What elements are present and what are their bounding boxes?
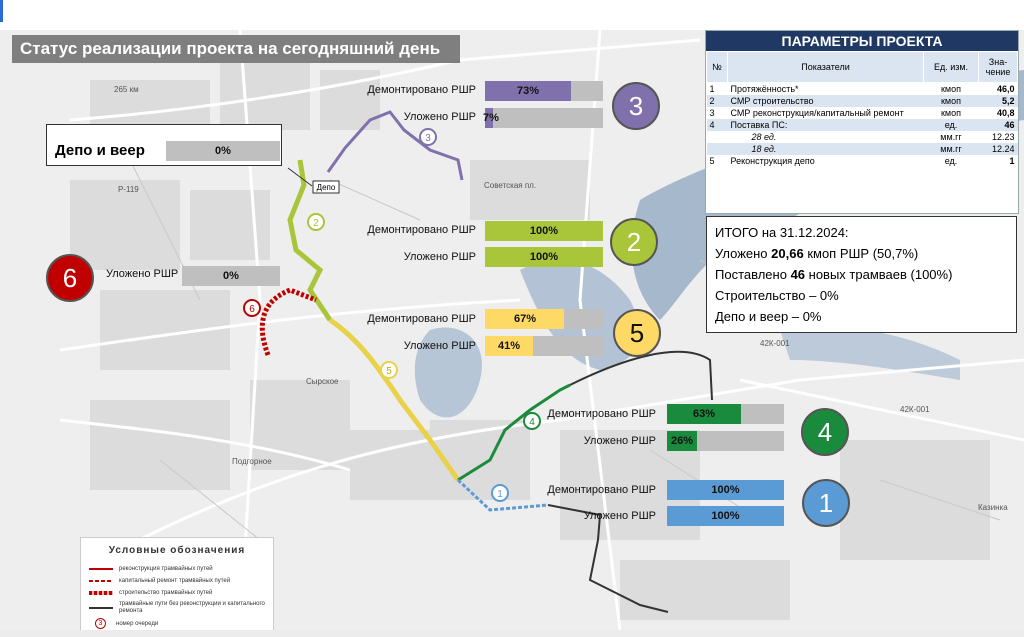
legend-item [89,566,213,572]
stage6-laid-bar [182,266,280,286]
page-title: Статус реализации проекта на сегодняшний день [12,35,460,63]
summary-line1: ИТОГО на 31.12.2024: [715,225,849,240]
cell: 18 ед. [728,143,924,155]
cell: ед. [924,119,979,131]
summary-line2-post: кмоп РШР (50,7%) [803,246,919,261]
params-title: ПАРАМЕТРЫ ПРОЕКТА [706,31,1018,51]
cell: 5 [709,156,715,166]
stage5-laid-label: Уложено РШР [403,340,476,352]
summary-line3 [715,264,1008,285]
bottom-strip [0,630,1024,637]
stage6-laid-label: Уложено РШР [106,268,179,280]
stage5-dismantled-label: Демонтировано РШР [367,313,476,325]
stage3-laid-value: 7% [483,112,499,124]
road-label-1: 265 км [114,85,139,94]
stage3-dismantled-value: 73% [516,85,540,97]
cell: СМР реконструкция/капитальный ремонт [730,108,904,118]
stage4-laid-value: 26% [670,435,694,447]
params-header-indicator: Показатели [728,52,924,83]
legend-text: номер очереди [116,620,159,627]
cell: 1 [1009,156,1015,166]
legend-number-marker: 3 [95,618,106,629]
stage1-laid-bar [667,506,784,526]
stage3-circle: 3 [612,82,660,130]
stage4-circle: 4 [801,408,849,456]
cell: 12.23 [991,132,1015,142]
cell: 3 [709,108,715,118]
cell: 1 [709,84,715,94]
depot-status-box [46,124,282,166]
legend-title: Условные обозначения [108,545,246,556]
cell: Поставка ПС: [728,119,924,131]
stage2-dismantled-label: Демонтировано РШР [367,224,476,236]
legend-text: строительство трамвайных путей [119,590,213,596]
stage1-dismantled-value: 100% [711,484,740,496]
legend-swatch [89,580,113,582]
params-table [706,51,1018,167]
depot-progress-value: 0% [215,145,231,157]
map-legend [80,537,274,630]
legend-item [89,618,158,629]
project-params-panel [705,30,1019,214]
cell: мм.гг [924,143,979,155]
place-podgornoe: Подгорное [232,457,272,466]
stage3-laid-bar [485,108,603,128]
legend-text: капитальный ремонт трамвайных путей [119,578,231,584]
table-row [707,119,1018,131]
cell: 4 [707,119,728,131]
legend-item [89,590,212,596]
stage3-dismantled-label: Демонтировано РШР [367,84,476,96]
stage5-dismantled-value: 67% [513,313,537,325]
summary-line3-post: новых трамваев (100%) [805,267,953,282]
summary-line2-pre: Уложено [715,246,772,261]
svg-text:2: 2 [313,218,319,229]
road-label-3: 42К-001 [760,339,790,348]
depot-label: Депо и веер [55,142,145,159]
cell: 2 [707,95,728,107]
params-header-value: Зна-чение [979,52,1018,83]
street-label: Советская пл. [484,181,537,190]
stage4-dismantled-bar [667,404,784,424]
cell: мм.гг [940,132,962,142]
stage4-laid-label: Уложено РШР [583,435,656,447]
stage2-laid-value: 100% [529,251,559,263]
svg-text:6: 6 [249,304,255,315]
cell: 46,0 [996,84,1015,94]
stage1-circle: 1 [802,479,850,527]
cell [707,131,728,143]
cell: 46 [979,119,1018,131]
summary-line5: Депо и веер – 0% [715,309,822,324]
params-header-num: № [707,52,728,83]
svg-text:1: 1 [497,489,503,500]
stage2-dismantled-bar [485,221,603,241]
cell: 12.24 [979,143,1018,155]
stage1-dismantled-bar [667,480,784,500]
table-row [707,95,1018,107]
legend-text: трамвайные пути без реконструкции и капитального ремонта [119,601,265,614]
legend-swatch [89,568,113,570]
summary-line2-value: 20,66 [771,246,804,261]
legend-swatch [89,591,113,595]
table-row [707,131,1018,143]
table-row [707,83,1018,96]
stage2-dismantled-value: 100% [529,225,559,237]
table-row [707,143,1018,155]
road-label-2: Р-119 [118,185,139,194]
summary-box [706,216,1017,333]
stage2-laid-bar [485,247,603,267]
place-syrskoe: Сырское [306,377,339,386]
stage3-laid-label: Уложено РШР [403,111,476,123]
svg-text:3: 3 [425,133,431,144]
cell: кмоп [940,108,961,118]
cell: ед. [944,156,958,166]
legend-item [89,578,230,584]
summary-line3-value: 46 [790,267,806,282]
road-label-4: 42К-001 [900,405,930,414]
stage3-dismantled-bar [485,81,603,101]
cell: 28 ед. [751,132,777,142]
cell: Протяжённость* [730,84,799,94]
stage2-circle: 2 [610,218,658,266]
cell [707,143,728,155]
cell: 40,8 [996,108,1015,118]
stage5-circle: 5 [613,309,661,357]
stage2-laid-label: Уложено РШР [403,251,476,263]
stage4-dismantled-label: Демонтировано РШР [547,408,656,420]
cell: кмоп [940,84,961,94]
stage5-laid-bar [485,336,603,356]
cell: кмоп [924,95,979,107]
table-row [707,107,1018,119]
stage4-dismantled-value: 63% [692,408,716,420]
stage6-circle: 6 [46,254,94,302]
stage1-laid-value: 100% [711,510,740,522]
cell: Реконструкция депо [730,156,815,166]
stage1-laid-label: Уложено РШР [583,510,656,522]
legend-text: реконструкция трамвайных путей [119,566,213,572]
cell: 5,2 [979,95,1018,107]
svg-text:5: 5 [386,366,392,377]
depot-progress-bar [166,141,280,161]
stage6-laid-value: 0% [223,270,239,282]
table-row [707,155,1018,167]
params-header-unit: Ед. изм. [924,52,979,83]
stage1-dismantled-label: Демонтировано РШР [547,484,656,496]
stage5-dismantled-bar [485,309,603,329]
legend-swatch [89,607,113,609]
stage4-laid-bar [667,431,784,451]
cell: СМР строительство [728,95,924,107]
place-kazinka: Казинка [978,503,1008,512]
summary-line2 [715,243,1008,264]
legend-item [89,601,265,615]
summary-line3-pre: Поставлено [715,267,791,282]
svg-text:4: 4 [529,417,535,428]
depot-map-label: Депо [316,183,336,192]
stage5-laid-value: 41% [497,340,521,352]
summary-line4: Строительство – 0% [715,288,839,303]
